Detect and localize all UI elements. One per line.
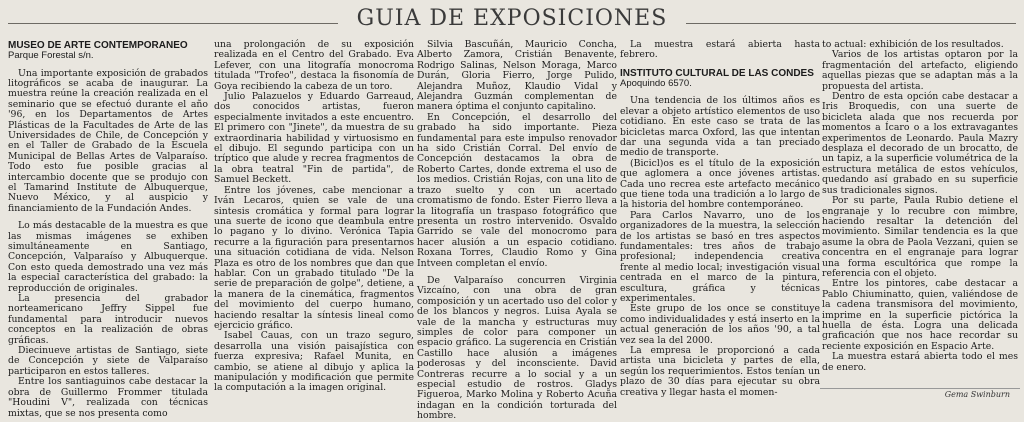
section-banner xyxy=(0,2,1024,38)
column-2 xyxy=(214,40,414,408)
article-paragraph: to actual: exhibición de los resultados. xyxy=(822,39,1004,50)
article-paragraph: La muestra estará abierta todo el mes de enero. xyxy=(822,351,1018,373)
article-paragraph: Entre los santiaguinos cabe destacar la obra de Guillermo Frommer titulada "Houdini V", realizada con técnicas mixtas, que se nos presenta como xyxy=(8,376,208,419)
venue-heading-mac: MUSEO DE ARTE CONTEMPORANEO xyxy=(8,40,188,51)
venue-heading-icl: INSTITUTO CULTURAL DE LAS CONDES xyxy=(620,67,814,79)
column-5 xyxy=(822,40,1018,408)
article-paragraph: Dentro de esta opción cabe destacar a Iris Broquedis, con una suerte de bicicleta alada que nos recuerda por momentos a Ícaro o a los extravagantes experimentos de Leonardo. Paula Mazry desplaza el decorado de un brocatto, de un tapiz, a la superficie volumétrica de la estructura metálica de estos vehículos, quedando así grabado en su superficie sus tradicionales signos. xyxy=(822,91,1018,196)
article-paragraph: una prolongación de su exposición realizada en el Centro del Grabado. Eva Lefever, con una litografía monocroma titulada "Trofeo", destaca la fisonomía de Goya recibiendo la cabeza de un toro. xyxy=(214,39,414,92)
article-paragraph: En Concepción, el desarrollo del grabado ha sido importante. Pieza fundamental para este impulso renovador ha sido Cristián Corral. Del envío de Concepción destacamos la obra de Roberto Cartes, donde extrema el uso de los medios. Cristián Rojas, con una lito de trazo suelto y con un acertado cromatismo de fondo. Ester Fierro lleva a la litografía un traspaso fotográfico que presenta un rostro intervenido. Osvaldo Garrido se vale del monocromo para hacer alusión a un espacio cotidiano. Roxana Torres, Claudio Romo y Gina Intveen completan el envío. xyxy=(417,111,617,269)
byline-author: Gema Swinburn xyxy=(944,390,1010,399)
article-paragraph: Varios de los artistas optaron por la fragmentación del artefacto, eligiendo aquellas piezas que se adaptan más a la propuesta del artista. xyxy=(822,49,1018,92)
article-paragraph: (Bicicl)os es el título de la exposición que aglomera a once jóvenes artistas. Cada uno recrea este artefacto mecánico que tiene toda una tradición a lo largo de la historia del hombre contemporáneo. xyxy=(620,157,820,211)
article-paragraph: Entre los jóvenes, cabe mencionar a Iván Lecaros, quien se vale de una sintesis cromática y formal para lograr una suerte de icono que deambula entre lo pagano y lo divino. Verónica Tapia recurre a la figuración para presentarnos una situación cotidiana de vida. Nelson Plaza es otro de los nombres que dan que hablar. Con un grabado titulado "De la serie de preparación de golpe", detiene, a la manera de la cinemática, fragmentos del movimiento del cuerpo humano, haciendo resaltar la síntesis lineal como ejercicio gráfico. xyxy=(214,184,414,331)
venue-address-mac: Parque Forestal s/n. xyxy=(8,50,94,61)
section-title: GUIA DE EXPOSICIONES xyxy=(345,2,680,36)
column-4 xyxy=(620,40,820,408)
article-paragraph: Isabel Cauas, con un trazo seguro, desarrolla una visión paisajística con fuerza expresiva; Rafael Munita, en cambio, se atiene al dibujo y aplica la manipulación y modificación que permite la computación a la imagen original. xyxy=(214,330,414,394)
column-3 xyxy=(417,39,617,422)
banner-rule-left xyxy=(8,23,338,24)
article-paragraph: Este grupo de los once se constituye como individualidades y está inserto en la actual generación de los años '90, a tal vez sea la del 2000. xyxy=(620,303,820,346)
article-paragraph: Entre los pintores, cabe destacar a Pablo Chiuminatto, quien, valiéndose de la cadena transmisora del movimiento, imprime en la superficie pictórica la huella de ésta. Logra una delicada graficación que nos hace recordar su reciente exposición en Espacio Arte. xyxy=(822,278,1018,352)
article-paragraph: Una importante exposición de grabados litográficos se acaba de inaugurar. La muestra reúne la creación realizada en el seminario que se efectuó durante el año '96, en los Departamentos de Artes Plásticas de la Facultades de Arte de las Universidades de Chile, de Concepción y en el Taller de Grabado de la Escuela Municipal de Bellas Artes de Valparaíso. Todo esto fue posible gracias al intercambio docente que se produjo con el Tamarind Institute de Albuquerque, Nuevo México, y al auspicio y financiamiento de la Fundación Andes. xyxy=(8,67,208,214)
article-paragraph: Silvia Bascuñán, Mauricio Concha, Alberto Zamora, Cristián Benavente, Rodrigo Salinas, Nelson Moraga, Marco Durán, Gloria Fierro, Jorge Pulido, Alejandra Muñoz, Klaudio Vidal y Alejandra Guzmán complementan de manera óptima el conjunto capitalino. xyxy=(417,39,617,113)
byline-rule xyxy=(820,388,1020,389)
article-paragraph: La empresa le proporcionó a cada artista una bicicleta y partes de ella, según los requerimientos. Estos tenían un plazo de 30 días para ejecutar su obra creativa y llegar hasta el momen- xyxy=(620,345,820,398)
article-paragraph: Para Carlos Navarro, uno de los organizadores de la muestra, la selección de los artistas se basó en tres aspectos fundamentales: tres años de trabajo profesional; independencia creativa frente al medio local; investigación visual centrada en el marco de la pintura, escultura, gráfica y técnicas experimentales. xyxy=(620,209,820,305)
article-paragraph: Diecinueve artistas de Santiago, siete de Concepción y siete de Valparaíso participaron en estos talleres. xyxy=(8,345,208,377)
venue-address-icl: Apoquindo 6570. xyxy=(620,77,692,89)
column-1 xyxy=(8,40,208,419)
article-paragraph: Una tendencia de los últimos años es elevar a objeto artístico elementos de uso cotidiano. En este caso se trata de las bicicletas marca Oxford, las que intentan dar una segunda vida a tan preciado medio de transporte. xyxy=(620,95,820,159)
banner-rule-right xyxy=(686,23,1016,24)
article-paragraph: De Valparaíso concurren Virginia Vizcaíno, con una obra de gran composición y un acertado uso del color y de los blancos y negros. Luisa Ayala se vale de la mancha y estructuras muy simples de color para componer un espacio gráfico. La sugerencia en Cristián Castillo hace alusión a imágenes poderosas y del inconsciente. David Contreras recurre a lo social y a un especial estudio de rostros. Gladys Figueroa, Marko Molina y Roberto Acuña indagan en la condición torturada del hombre. xyxy=(417,274,617,422)
article-paragraph: Julio Palazuelos y Eduardo Garreaud, dos conocidos artistas, fueron especialmente invitados a este encuentro. El primero con "Jinete", da muestra de su extraordinaria habilidad y virtuosismo en el dibujo. El segundo participa con un tríptico que alude y recrea fragmentos de la obra teatral "Fin de partida", de Samuel Beckett. xyxy=(214,91,414,186)
article-paragraph: Por su parte, Paula Rubio detiene el engranaje y lo recubre con mimbre, haciendo resaltar la detención del movimiento. Similar tendencia es la que asume la obra de Paola Vezzani, quien se concentra en el engranaje para lograr una forma escultórica que rompe la referencia con el objeto. xyxy=(822,195,1018,279)
closing-note: La muestra estará abierta hasta febrero. xyxy=(620,39,820,61)
article-paragraph: Lo más destacable de la muestra es que las mismas imágenes se exhiben simultáneamente en Santiago, Concepción, Valparaíso y Albuquerque. Con esto queda demostrado una vez más la especial característica del grabado: la reproducción de originales. xyxy=(8,220,208,294)
article-paragraph: La presencia del grabador norteamericano Jeffry Sippel fue fundamental para introducir nuevos conceptos en la realización de obras gráficas. xyxy=(8,293,208,346)
